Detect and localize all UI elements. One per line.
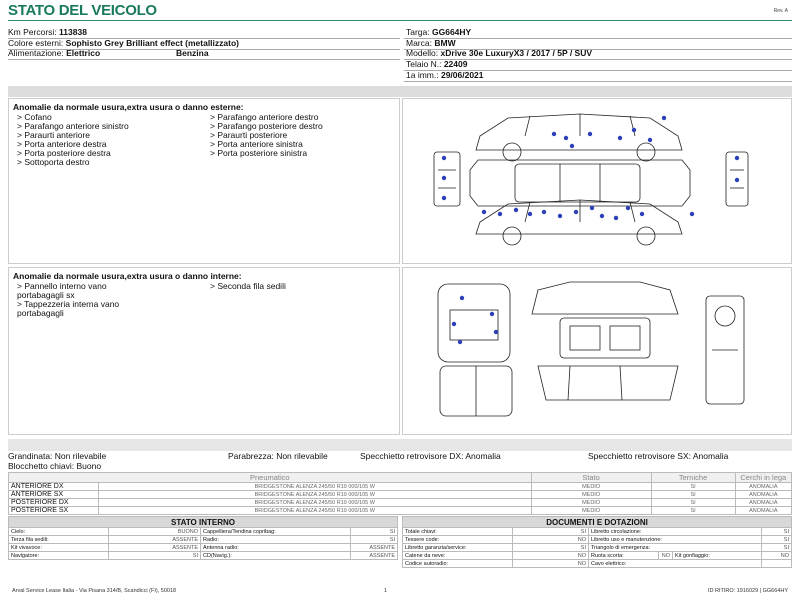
- immatricolazione-row: 1a imm.: 29/06/2021: [406, 70, 484, 80]
- footer-ritiro-id: ID RITIRO: 1916029 | GG664HY: [708, 588, 788, 594]
- interior-title: Anomalie da normale usura,extra usura o danno interne:: [13, 271, 242, 281]
- table-row: ANTERIORE DX BRIDGESTONE ALENZA 245/50 R19 000/105 W MEDIO SI ANOMALIA: [9, 483, 792, 491]
- marca-row: Marca: BMW: [406, 38, 456, 48]
- title-rule: [8, 20, 792, 21]
- interior-list-2: [210, 282, 286, 291]
- modello-row: Modello: xDrive 30e LuxuryX3 / 2017 / 5P / SUV: [406, 48, 593, 58]
- table-row: Cielo: BUONO Cappelliera/Tendina copribag: SI: [9, 528, 398, 536]
- list-item: > Porta posteriore destra: [17, 148, 111, 158]
- damage-markers-interior: [452, 296, 498, 344]
- interior-list-1: [17, 282, 119, 318]
- km-value: 113838: [59, 27, 87, 37]
- list-item: > Porta anteriore sinistra: [210, 139, 303, 149]
- table-row: Libretto garanzia/service: SI Triangolo di emergenza: SI: [403, 544, 792, 552]
- info-band: [8, 439, 792, 451]
- list-item: portabagagli sx: [17, 290, 75, 300]
- page-title: STATO DEL VEICOLO: [8, 2, 157, 19]
- grandinata-value: Grandinata: Non rilevabile: [8, 451, 107, 461]
- specchietto-sx-value: Specchietto retrovisore SX: Anomalia: [588, 451, 729, 461]
- exterior-damage-panel: [8, 98, 400, 264]
- blocchetto-value: Blocchetto chiavi: Buono: [8, 461, 102, 471]
- table-row: Catene da neve: NO Ruota scorta: NO Kit gonfiaggio: NO: [403, 552, 792, 560]
- tyres-header-pneumatico: Pneumatico: [9, 473, 532, 483]
- list-item: > Paraurti posteriore: [210, 130, 288, 140]
- alimentazione-value2: Benzina: [176, 48, 209, 58]
- table-row: Kit vivavoce: ASSENTE Antenna radio: ASSENTE: [9, 544, 398, 552]
- list-item: > Porta posteriore sinistra: [210, 148, 308, 158]
- footer-company: Arval Service Lease Italia - Via Pisana 314/B, Scandicci (FI), 50018: [12, 588, 177, 594]
- list-item: > Parafango anteriore destro: [210, 112, 319, 122]
- table-row: ANTERIORE SX BRIDGESTONE ALENZA 245/50 R19 000/105 W MEDIO SI ANOMALIA: [9, 491, 792, 499]
- documenti-title: DOCUMENTI E DOTAZIONI: [403, 517, 792, 528]
- table-row: Tessere code: NO Libretto uso e manutenzione: SI: [403, 536, 792, 544]
- tyres-header-stato: Stato: [531, 473, 651, 483]
- list-item: > Paraurti anteriore: [17, 130, 90, 140]
- revision: Rev. A: [773, 8, 788, 14]
- list-item: > Parafango posteriore destro: [210, 121, 323, 131]
- exterior-list-2: [210, 113, 323, 158]
- specchietto-dx-value: Specchietto retrovisore DX: Anomalia: [360, 451, 501, 461]
- table-row: POSTERIORE SX BRIDGESTONE ALENZA 245/50 R19 000/105 W MEDIO SI ANOMALIA: [9, 507, 792, 515]
- list-item: portabagagli: [17, 308, 64, 318]
- section-band: [8, 86, 792, 97]
- telaio-row: Telaio N.: 22409: [406, 59, 468, 69]
- list-item: > Seconda fila sedili: [210, 281, 286, 291]
- documenti-table: [402, 516, 792, 568]
- list-item: > Cofano: [17, 112, 52, 122]
- exterior-title: Anomalie da normale usura,extra usura o danno esterne:: [13, 102, 244, 112]
- stato-interno-table: [8, 516, 398, 560]
- colore-row: Colore esterni: Sophisto Grey Brilliant effect (metallizzato): [8, 38, 239, 48]
- interior-car-diagram: [420, 270, 780, 432]
- list-item: > Tappezzeria interna vano: [17, 299, 120, 309]
- tyres-header-cerchi: Cerchi in lega: [735, 473, 791, 483]
- tyres-header-terniche: Terniche: [651, 473, 735, 483]
- list-item: > Pannello interno vano: [17, 281, 107, 291]
- table-row: Terza fila sedili: ASSENTE Radio: SI: [9, 536, 398, 544]
- table-row: Codice autoradio: NO Cavo elettrico:: [403, 560, 792, 568]
- table-row: POSTERIORE DX BRIDGESTONE ALENZA 245/50 R19 000/105 W MEDIO SI ANOMALIA: [9, 499, 792, 507]
- alimentazione-row: Alimentazione: Elettrico: [8, 48, 101, 58]
- footer-page-number: 1: [384, 588, 388, 594]
- targa-row: Targa: GG664HY: [406, 27, 472, 37]
- list-item: > Parafango anteriore sinistro: [17, 121, 129, 131]
- stato-interno-title: STATO INTERNO: [9, 517, 398, 528]
- interior-damage-panel: [8, 267, 400, 435]
- km-row: Km Percorsi: 113838: [8, 27, 87, 37]
- exterior-car-diagram: [420, 100, 780, 262]
- parabrezza-value: Parabrezza: Non rilevabile: [228, 451, 328, 461]
- table-row: Navigatore: SI CD(Navig.): ASSENTE: [9, 552, 398, 560]
- list-item: > Porta anteriore destra: [17, 139, 107, 149]
- list-item: > Sottoporta destro: [17, 157, 90, 167]
- tyres-table: [8, 472, 792, 515]
- exterior-list-1: [17, 113, 129, 167]
- table-row: Totale chiavi: SI Libretto circolazione: SI: [403, 528, 792, 536]
